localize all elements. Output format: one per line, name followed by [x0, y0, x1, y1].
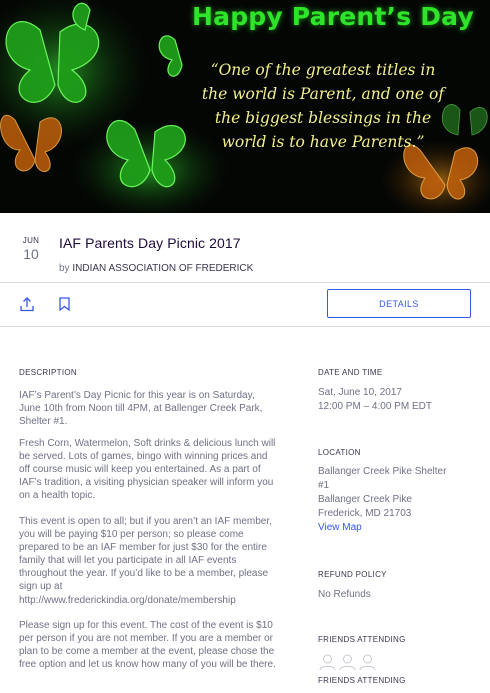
- description-paragraph: Fresh Corn, Watermelon, Soft drinks & delicious lunch will be served. Lots of games, bingo with winning prices and off course music will keep you entertained. As a part of IAF’s tradition, a visiting physician speaker will inform you on a health topic.: [19, 438, 276, 502]
- event-date-block: [19, 236, 43, 262]
- location-line: #1: [318, 480, 330, 491]
- user-icon: [359, 654, 376, 671]
- share-button[interactable]: [18, 295, 36, 313]
- share-icon: [20, 297, 34, 312]
- user-icon: [319, 654, 336, 671]
- event-banner-image: [0, 0, 490, 213]
- date-time-label: DATE AND TIME: [318, 368, 383, 377]
- friends-attending-label-2: FRIENDS ATTENDING: [318, 676, 406, 685]
- bookmark-icon: [59, 297, 70, 311]
- organizer-line: [59, 263, 253, 274]
- banner-title: Happy Parent’s Day: [192, 2, 474, 31]
- divider-top: [0, 282, 490, 283]
- date-line: Sat, June 10, 2017: [318, 387, 402, 398]
- location-value: [318, 465, 488, 535]
- description-paragraph: IAF’s Parent’s Day Picnic for this year is on Saturday, June 10th from Noon till 4PM, at Ballenger Creek Park, Shelter #1.: [19, 390, 263, 428]
- banner-quote: “One of the greatest titles in the world is Parent, and one of the biggest blessings in the world is to have Parents.”: [201, 61, 445, 151]
- divider-actions: [0, 326, 490, 327]
- location-line: Ballanger Creek Pike: [318, 494, 412, 505]
- details-button[interactable]: DETAILS: [327, 289, 471, 318]
- organizer-name[interactable]: INDIAN ASSOCIATION OF FREDERICK: [72, 263, 254, 274]
- organizer-prefix: by: [59, 263, 73, 274]
- location-label: LOCATION: [318, 448, 361, 457]
- event-title: IAF Parents Day Picnic 2017: [59, 235, 241, 251]
- time-line: 12:00 PM – 4:00 PM EDT: [318, 401, 432, 412]
- user-icon: [339, 654, 356, 671]
- friends-attending-label: FRIENDS ATTENDING: [318, 635, 406, 644]
- friends-avatars: [319, 654, 376, 671]
- description-label: DESCRIPTION: [19, 368, 77, 377]
- refund-policy-label: REFUND POLICY: [318, 570, 387, 579]
- event-day: 10: [23, 246, 39, 262]
- location-line: Frederick, MD 21703: [318, 508, 412, 519]
- event-month: JUN: [22, 236, 40, 245]
- location-line: Ballanger Creek Pike Shelter: [318, 466, 447, 477]
- description-paragraph: This event is open to all; but if you aren’t an IAF member, you will be paying $10 per person; so please come prepared to be an IAF member for just $30 for the entire family that will let you participate in all IAF events throughout the year. If you’d like to be a member, please sign up at http://www.frederickindia.org/donate/membership: [19, 516, 272, 606]
- bookmark-button[interactable]: [55, 295, 73, 313]
- date-time-value: [318, 386, 488, 414]
- view-map-link[interactable]: View Map: [318, 522, 362, 533]
- refund-policy-value: No Refunds: [318, 589, 371, 600]
- description-paragraph: Please sign up for this event. The cost of the event is $10 per person if you are not member. If you are a member or plan to be come a member at the event, please chose the free option and let us know how many of you will be there.: [19, 620, 276, 671]
